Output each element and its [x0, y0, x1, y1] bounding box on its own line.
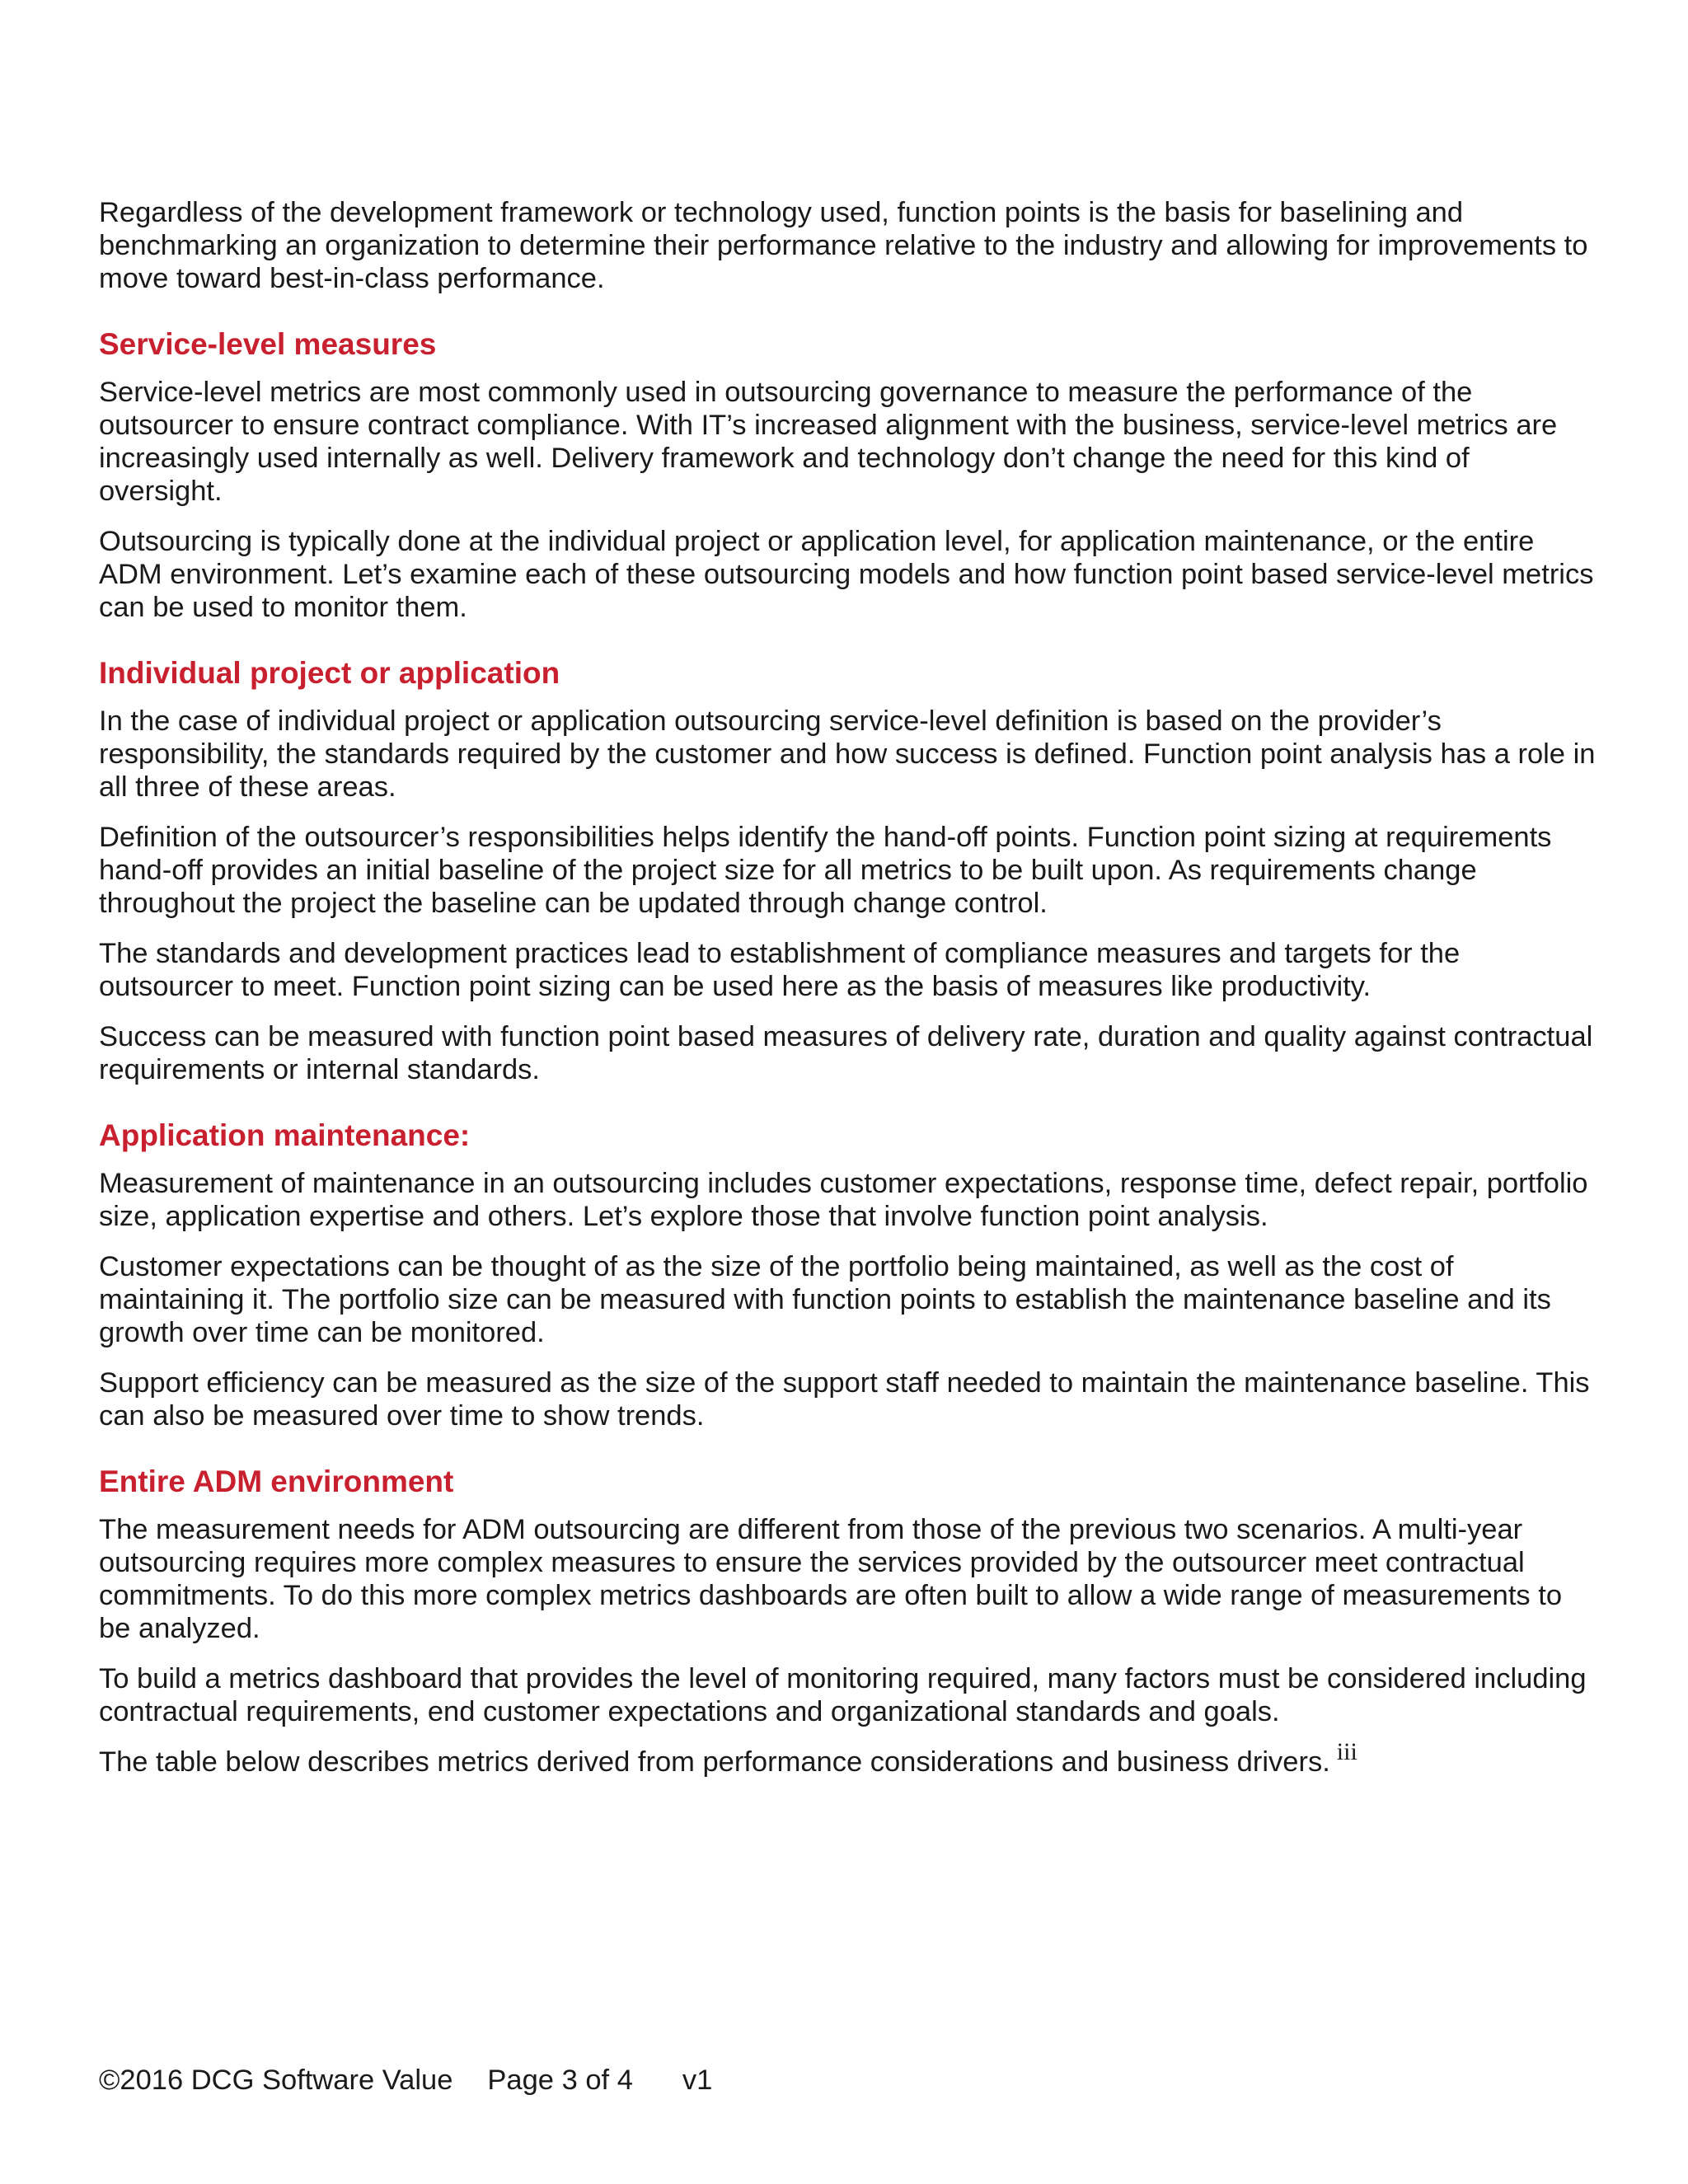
- page-footer: [99, 2064, 712, 2097]
- section-heading: Application maintenance:: [99, 1118, 471, 1152]
- closing-text: The table below describes metrics derived from performance considerations and business drivers.: [99, 1746, 1330, 1778]
- paragraph: Success can be measured with function point based measures of delivery rate, duration and quality against contractual requirements or internal standards.: [99, 1021, 1593, 1085]
- section-heading: Entire ADM environment: [99, 1465, 454, 1498]
- section-heading: Individual project or application: [99, 656, 560, 690]
- section-individual-project: [99, 655, 1599, 1086]
- paragraph: Customer expectations can be thought of as the size of the portfolio being maintained, as well as the cost of maintaining it. The portfolio size can be measured with function points to establish the maintenance baseline and its growth over time can be monitored.: [99, 1251, 1551, 1348]
- endnote-reference[interactable]: iii: [1336, 1738, 1357, 1765]
- section-application-maintenance: [99, 1118, 1599, 1432]
- intro-paragraph: Regardless of the development framework or technology used, function points is the basis for baselining and benchmarking an organization to determine their performance relative to the industry and allowing for improvements to move toward best-in-class performance.: [99, 197, 1588, 294]
- footer-copyright: ©2016 DCG Software Value: [99, 2064, 453, 2096]
- paragraph: Outsourcing is typically done at the individual project or application level, for application maintenance, or the entire ADM environment. Let’s examine each of these outsourcing models and how function point based service-level metrics can be used to monitor them.: [99, 526, 1594, 623]
- section-service-level-measures: [99, 326, 1599, 624]
- section-entire-adm-environment: [99, 1464, 1599, 1779]
- closing-paragraph: [99, 1738, 1599, 1779]
- paragraph: The standards and development practices lead to establishment of compliance measures and targets for the outsourcer to meet. Function point sizing can be used here as the basis of measures like productivity.: [99, 938, 1461, 1002]
- footer-page-number: Page 3 of 4: [487, 2064, 633, 2096]
- paragraph: Measurement of maintenance in an outsourcing includes customer expectations, response time, defect repair, portfolio size, application expertise and others. Let’s explore those that involve function point analysis.: [99, 1168, 1588, 1232]
- paragraph: The measurement needs for ADM outsourcing are different from those of the previous two scenarios. A multi-year outsourcing requires more complex measures to ensure the services provided by the outsourcer meet contractual commitments. To do this more complex metrics dashboards are often built to allow a wide range of measurements to be analyzed.: [99, 1514, 1563, 1644]
- document-page: [99, 196, 1599, 1796]
- footer-version: v1: [682, 2064, 713, 2096]
- paragraph: To build a metrics dashboard that provides the level of monitoring required, many factors must be considered including contractual requirements, end customer expectations and organizational standards and goals.: [99, 1663, 1587, 1727]
- paragraph: Service-level metrics are most commonly used in outsourcing governance to measure the performance of the outsourcer to ensure contract compliance. With IT’s increased alignment with the business, service-level metrics are increasingly used internally as well. Delivery framework and technology don’t change the need for this kind of oversight.: [99, 377, 1558, 507]
- paragraph: Definition of the outsourcer’s responsibilities helps identify the hand-off points. Function point sizing at requirements hand-off provides an initial baseline of the project size for all metrics to be built upon. As requirements change throughout the project the baseline can be updated through change control.: [99, 822, 1552, 919]
- paragraph: Support efficiency can be measured as the size of the support staff needed to maintain the maintenance baseline. This can also be measured over time to show trends.: [99, 1367, 1590, 1432]
- section-heading: Service-level measures: [99, 327, 437, 361]
- paragraph: In the case of individual project or application outsourcing service-level definition is based on the provider’s responsibility, the standards required by the customer and how success is defined. Function point analysis has a role in all three of these areas.: [99, 705, 1596, 803]
